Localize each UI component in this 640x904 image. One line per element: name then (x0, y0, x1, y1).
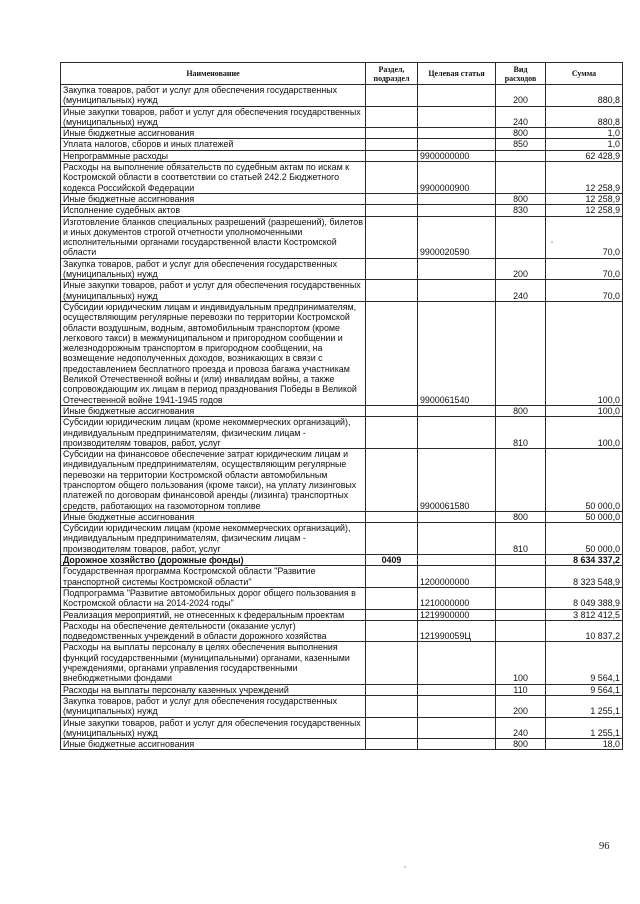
table-row (61, 587, 623, 609)
row-target: 1200000000 (418, 566, 496, 588)
row-section (366, 162, 418, 194)
row-name: Подпрограмма "Развитие автомобильных дорог общего пользования в Костромской области на 2014-2024 годы" (61, 587, 366, 609)
row-target (418, 193, 496, 204)
row-name: Расходы на выплаты персоналу в целях обеспечения выполнения функций государственными (муниципальными) органами, казенными учреждениями, органами управления государственными внебюджетными фондами (61, 642, 366, 684)
row-expense (496, 587, 546, 609)
row-target (418, 205, 496, 216)
row-expense: 200 (496, 258, 546, 280)
table-row (61, 739, 623, 750)
row-sum: 100,0 (546, 417, 623, 449)
row-name: Иные закупки товаров, работ и услуг для обеспечения государственных (муниципальных) нужд (61, 717, 366, 739)
row-name: Иные бюджетные ассигнования (61, 405, 366, 416)
row-sum: 1 255,1 (546, 695, 623, 717)
row-sum: 50 000,0 (546, 511, 623, 522)
row-name: Расходы на обеспечение деятельности (оказание услуг) подведомственных учреждений в области дорожного хозяйства (61, 620, 366, 642)
row-section (366, 587, 418, 609)
row-target (418, 405, 496, 416)
row-expense: 810 (496, 417, 546, 449)
row-target: 1219900000 (418, 609, 496, 620)
row-expense: 800 (496, 739, 546, 750)
row-section (366, 280, 418, 302)
header-section: Раздел, подраздел (366, 63, 418, 85)
row-name: Реализация мероприятий, не отнесенных к федеральным проектам (61, 609, 366, 620)
row-target (418, 523, 496, 555)
table-row (61, 609, 623, 620)
row-target: 9900000000 (418, 150, 496, 161)
row-sum: 8 049 388,9 (546, 587, 623, 609)
row-target: 121990059Ц (418, 620, 496, 642)
row-section (366, 405, 418, 416)
row-expense (496, 216, 546, 258)
row-expense: 240 (496, 106, 546, 128)
header-target: Целевая статья (418, 63, 496, 85)
header-sum: Сумма (546, 63, 623, 85)
row-sum: 1,0 (546, 128, 623, 139)
table-row (61, 695, 623, 717)
row-name: Закупка товаров, работ и услуг для обеспечения государственных (муниципальных) нужд (61, 85, 366, 107)
row-expense: 810 (496, 523, 546, 555)
table-row (61, 511, 623, 522)
row-name: Иные бюджетные ассигнования (61, 128, 366, 139)
table-row (61, 405, 623, 416)
row-expense: 800 (496, 128, 546, 139)
row-sum: 70,0 (546, 216, 623, 258)
row-section: 0409 (366, 555, 418, 566)
row-name: Субсидии на финансовое обеспечение затрат юридическим лицам и индивидуальным предпринимателям, осуществляющим регулярные перевозки на территории Костромской области автомобильным транспортом общего пользования (кроме такси), на уплату лизинговых платежей по договорам финансовой аренды (лизинга) транспортных средств, работающих на газомоторном топливе (61, 449, 366, 512)
row-target (418, 642, 496, 684)
row-expense: 240 (496, 280, 546, 302)
row-sum: 880,8 (546, 106, 623, 128)
row-target: 1210000000 (418, 587, 496, 609)
row-name: Непрограммные расходы (61, 150, 366, 161)
table-row (61, 620, 623, 642)
row-section (366, 150, 418, 161)
row-name: Исполнение судебных актов (61, 205, 366, 216)
row-section (366, 139, 418, 150)
row-sum: 9 564,1 (546, 684, 623, 695)
table-row (61, 449, 623, 512)
row-section (366, 717, 418, 739)
row-name: Изготовление бланков специальных разрешений (разрешений), билетов и иных документов строгой отчетности уполномоченными исполнительными органами государственной власти Костромской области (61, 216, 366, 258)
table-row (61, 85, 623, 107)
row-sum: 880,8 (546, 85, 623, 107)
table-header-row (61, 63, 623, 85)
table-row (61, 150, 623, 161)
table-row (61, 684, 623, 695)
row-sum: 8 323 548,9 (546, 566, 623, 588)
row-name: Расходы на выплаты персоналу казенных учреждений (61, 684, 366, 695)
row-sum: 10 837,2 (546, 620, 623, 642)
table-row (61, 717, 623, 739)
row-expense: 800 (496, 511, 546, 522)
row-target (418, 417, 496, 449)
row-target (418, 739, 496, 750)
row-sum: 70,0 (546, 258, 623, 280)
row-expense: 850 (496, 139, 546, 150)
table-row (61, 280, 623, 302)
row-expense (496, 301, 546, 405)
row-expense: 800 (496, 193, 546, 204)
row-section (366, 523, 418, 555)
page-number: 96 (599, 841, 610, 852)
table-row (61, 139, 623, 150)
row-section (366, 449, 418, 512)
row-section (366, 566, 418, 588)
header-name: Наименование (61, 63, 366, 85)
table-row (61, 523, 623, 555)
row-target (418, 695, 496, 717)
row-target (418, 280, 496, 302)
row-expense (496, 555, 546, 566)
row-sum: 62 428,9 (546, 150, 623, 161)
row-name: Субсидии юридическим лицам и индивидуальным предпринимателям, осуществляющим регулярные перевозки по территории Костромской области воздушным, водным, автомобильным транспортом (кроме легкового такси) в межмуниципальном и пригородном сообщении и железнодорожным транспортом в пригородном сообщении, на возмещение недополученных доходов, возникающих в связи с предоставлением бесплатного проезда и провоза багажа участникам Великой Отечественной войны и (или) инвалидам войны, а также сопровождающим их лицам в период празднования Победы в Великой Отечественной войне 1941-1945 годов (61, 301, 366, 405)
row-name: Дорожное хозяйство (дорожные фонды) (61, 555, 366, 566)
row-section (366, 106, 418, 128)
row-target (418, 128, 496, 139)
row-expense: 800 (496, 405, 546, 416)
scan-speck (404, 866, 406, 868)
row-section (366, 417, 418, 449)
row-section (366, 258, 418, 280)
row-sum: 3 812 412,5 (546, 609, 623, 620)
row-sum: 12 258,9 (546, 162, 623, 194)
row-target: 9900061540 (418, 301, 496, 405)
table-row (61, 205, 623, 216)
table-row (61, 128, 623, 139)
table-row (61, 193, 623, 204)
row-section (366, 128, 418, 139)
row-name: Иные бюджетные ассигнования (61, 511, 366, 522)
row-expense (496, 150, 546, 161)
table-row (61, 258, 623, 280)
row-name: Иные закупки товаров, работ и услуг для обеспечения государственных (муниципальных) нужд (61, 280, 366, 302)
row-sum: 8 634 337,2 (546, 555, 623, 566)
row-expense (496, 620, 546, 642)
row-target (418, 85, 496, 107)
row-sum: 9 564,1 (546, 642, 623, 684)
row-section (366, 301, 418, 405)
header-expense: Вид расходов (496, 63, 546, 85)
row-section (366, 205, 418, 216)
row-section (366, 739, 418, 750)
row-name: Иные бюджетные ассигнования (61, 739, 366, 750)
table-row (61, 642, 623, 684)
row-section (366, 684, 418, 695)
row-target: 9900000900 (418, 162, 496, 194)
row-expense (496, 566, 546, 588)
table-row (61, 106, 623, 128)
row-name: Субсидии юридическим лицам (кроме некоммерческих организаций), индивидуальным предпринимателям, физическим лицам - производителям товаров, работ, услуг (61, 417, 366, 449)
budget-table (60, 62, 623, 750)
row-target (418, 684, 496, 695)
row-sum: 18,0 (546, 739, 623, 750)
row-target (418, 258, 496, 280)
row-sum: 70,0 (546, 280, 623, 302)
row-section (366, 620, 418, 642)
row-target (418, 106, 496, 128)
row-section (366, 193, 418, 204)
row-name: Уплата налогов, сборов и иных платежей (61, 139, 366, 150)
row-target: 9900061580 (418, 449, 496, 512)
row-sum: 100,0 (546, 301, 623, 405)
table-row (61, 417, 623, 449)
row-section (366, 609, 418, 620)
row-expense: 200 (496, 695, 546, 717)
row-sum: 12 258,9 (546, 205, 623, 216)
table-row (61, 301, 623, 405)
row-expense (496, 449, 546, 512)
row-expense: 830 (496, 205, 546, 216)
row-sum: 100,0 (546, 405, 623, 416)
table-row (61, 162, 623, 194)
row-section (366, 85, 418, 107)
row-sum: 12 258,9 (546, 193, 623, 204)
row-sum: 50 000,0 (546, 523, 623, 555)
row-expense (496, 609, 546, 620)
row-expense (496, 162, 546, 194)
row-target (418, 511, 496, 522)
row-expense: 200 (496, 85, 546, 107)
row-sum: 1,0 (546, 139, 623, 150)
row-section (366, 695, 418, 717)
row-target (418, 139, 496, 150)
row-expense: 100 (496, 642, 546, 684)
row-name: Иные бюджетные ассигнования (61, 193, 366, 204)
row-expense: 110 (496, 684, 546, 695)
table-row (61, 216, 623, 258)
row-target (418, 717, 496, 739)
table-body (61, 85, 623, 750)
row-section (366, 642, 418, 684)
row-target: 9900020590 (418, 216, 496, 258)
row-name: Закупка товаров, работ и услуг для обеспечения государственных (муниципальных) нужд (61, 695, 366, 717)
row-target (418, 555, 496, 566)
row-sum: 50 000,0 (546, 449, 623, 512)
row-sum: 1 255,1 (546, 717, 623, 739)
row-name: Государственная программа Костромской области "Развитие транспортной системы Костромской области" (61, 566, 366, 588)
row-name: Расходы на выполнение обязательств по судебным актам по искам к Костромской области в соответствии со статьей 242.2 Бюджетного кодекса Российской Федерации (61, 162, 366, 194)
row-section (366, 216, 418, 258)
table-row (61, 566, 623, 588)
row-expense: 240 (496, 717, 546, 739)
row-name: Субсидии юридическим лицам (кроме некоммерческих организаций), индивидуальным предпринимателям, физическим лицам - производителям товаров, работ, услуг (61, 523, 366, 555)
row-name: Иные закупки товаров, работ и услуг для обеспечения государственных (муниципальных) нужд (61, 106, 366, 128)
row-section (366, 511, 418, 522)
row-name: Закупка товаров, работ и услуг для обеспечения государственных (муниципальных) нужд (61, 258, 366, 280)
table-row (61, 555, 623, 566)
scan-speck (551, 241, 553, 243)
